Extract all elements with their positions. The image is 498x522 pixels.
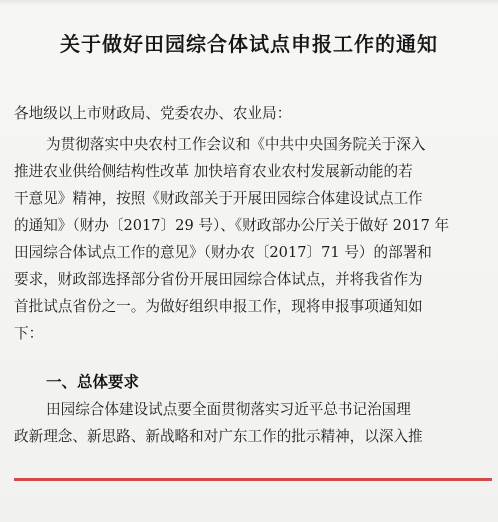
salutation: 各地级以上市财政局、党委农办、农业局： (14, 105, 292, 122)
paragraph1-line-6: 要求，财政部选择部分省份开展田园综合体试点，并将我省作为 (14, 271, 423, 288)
paragraph1-line-7: 首批试点省份之一。为做好组织申报工作，现将申报事项通知如 (14, 298, 423, 315)
red-divider-line (14, 478, 492, 481)
paragraph1-line-8: 下： (14, 325, 44, 342)
page-top-edge (0, 0, 498, 6)
paragraph2-line-2: 政新理念、新思路、新战略和对广东工作的批示精神，以深入推 (14, 428, 423, 445)
section-heading-general-requirements: 一、总体要求 (46, 372, 140, 391)
paragraph1-line-4: 的通知》（财办〔2017〕29 号）、《财政部办公厅关于做好 2017 年 (14, 217, 450, 234)
paragraph1-line-1: 为贯彻落实中央农村工作会议和《中共中央国务院关于深入 (46, 136, 426, 153)
paragraph1-line-5: 田园综合体试点工作的意见》（财办农〔2017〕71 号）的部署和 (14, 244, 432, 261)
paragraph1-line-3: 干意见》精神，按照《财政部关于开展田园综合体建设试点工作 (14, 190, 423, 207)
document-title: 关于做好田园综合体试点申报工作的通知 (60, 32, 438, 56)
paragraph2-line-1: 田园综合体建设试点要全面贯彻落实习近平总书记治国理 (46, 401, 411, 418)
paragraph1-line-2: 推进农业供给侧结构性改革 加快培育农业农村发展新动能的若 (14, 163, 413, 180)
